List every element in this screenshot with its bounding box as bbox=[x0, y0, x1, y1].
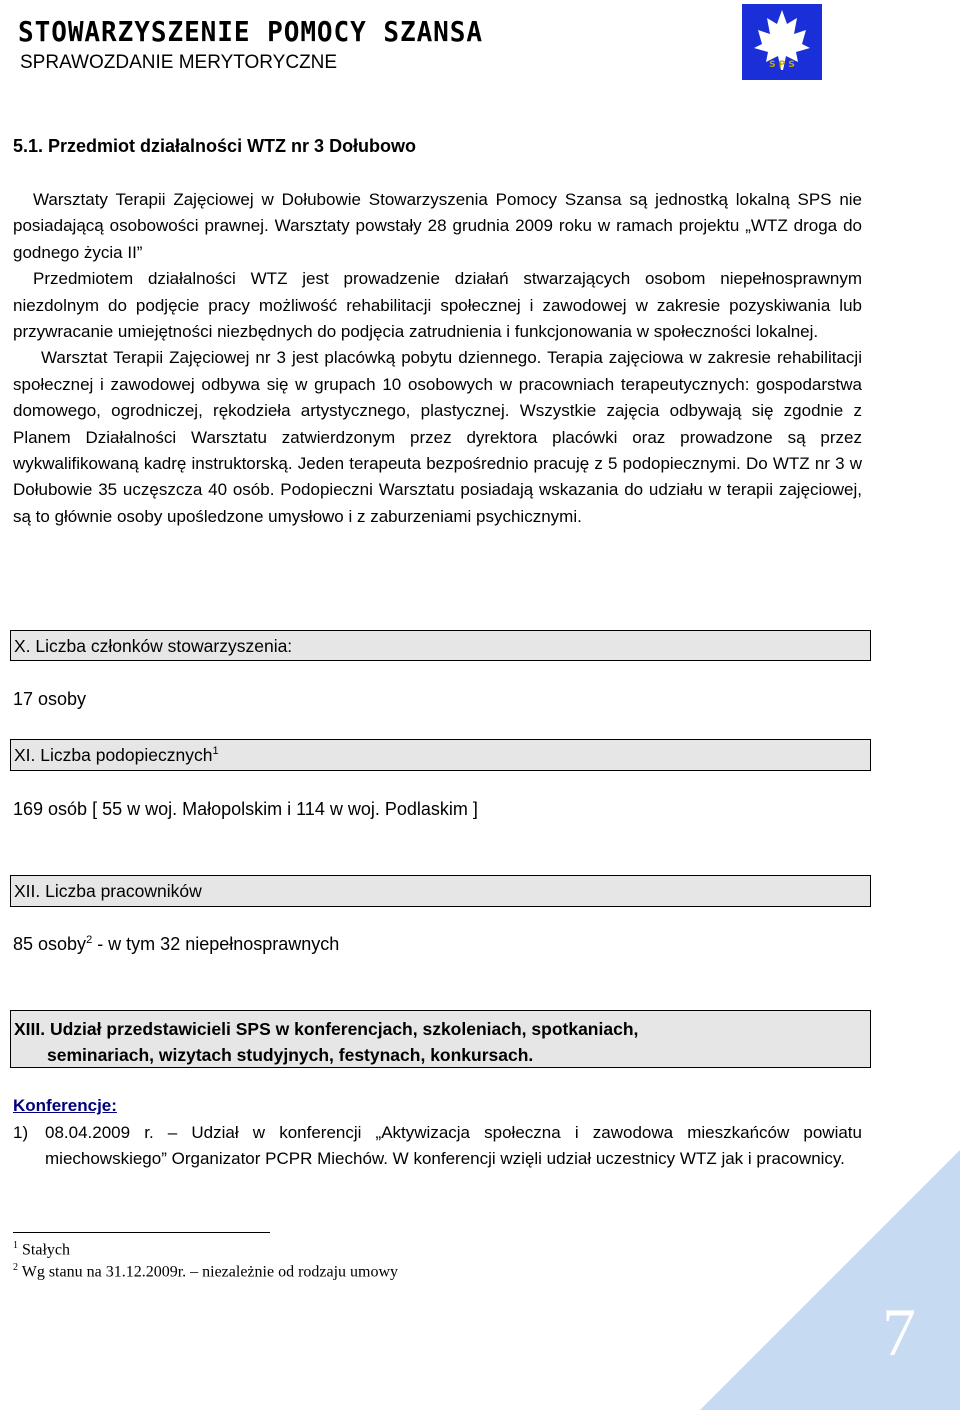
conference-item-text: 08.04.2009 r. – Udział w konferencji „Aktywizacja społeczna i zawodowa mieszkańców powiatu miechowskiego” Organizator PCPR Miechów. W konferencji wzięli udział uczestnicy WTZ jak i pracownicy. bbox=[45, 1123, 862, 1169]
organization-name: STOWARZYSZENIE POMOCY SZANSA bbox=[18, 15, 484, 48]
section-xiii-box bbox=[10, 1010, 871, 1068]
employees-value: 85 osoby bbox=[13, 934, 87, 954]
footnote-text: Stałych bbox=[18, 1241, 70, 1259]
corner-triangle-decoration bbox=[700, 1150, 960, 1410]
section-5-1-body bbox=[13, 187, 862, 530]
conference-item-number: 1) bbox=[13, 1123, 29, 1142]
section-xi-box bbox=[10, 739, 871, 771]
conferences-heading: Konferencje: bbox=[13, 1096, 117, 1115]
footnote-text: Wg stanu na 31.12.2009r. – niezależnie od rodzaju umowy bbox=[18, 1263, 399, 1281]
logo-text: S P S bbox=[769, 60, 795, 70]
footnote-separator bbox=[13, 1232, 270, 1233]
sps-logo bbox=[742, 4, 822, 80]
page-number: 7 bbox=[882, 1294, 916, 1370]
footnote-2 bbox=[13, 1262, 398, 1281]
section-x-box bbox=[10, 630, 871, 661]
footnote-mark: 1 bbox=[13, 1240, 18, 1251]
paragraph-description: Warsztat Terapii Zajęciowej nr 3 jest placówką pobytu dziennego. Terapia zajęciowa w zakresie rehabilitacji społecznej i zawodowej odbywa się w grupach 10 osobowych w pracowniach terapeutycznych: gospodarstwa domowego, ogrodniczej, rękodzieła artystycznego, plastycznej. Wszystkie zajęcia odbywają się zgodnie z Planem Działalności Warsztatu zatwierdzonym przez dyrektora placówki oraz prowadzone są przez wykwalifikowaną kadrę instruktorską. Jeden terapeuta bezpośrednio pracuję z 5 podopiecznymi. Do WTZ nr 3 w Dołubowie 35 uczęszcza 40 osób. Podopieczni Warsztatu posiadają wskazania do udziału w terapii zajęciowej, są to głównie osoby upośledzone umysłowo i z zaburzeniami psychicznymi. bbox=[13, 348, 862, 526]
footnote-ref-2: 2 bbox=[86, 934, 93, 946]
footnote-1 bbox=[13, 1240, 70, 1259]
section-xii-box bbox=[10, 875, 871, 907]
section-xii-heading: XII. Liczba pracowników bbox=[14, 881, 202, 901]
footnote-ref-1: 1 bbox=[212, 745, 219, 758]
footnote-mark: 2 bbox=[13, 1262, 18, 1273]
employees-count bbox=[13, 934, 339, 955]
paragraph-purpose: Przedmiotem działalności WTZ jest prowadzenie działań stwarzających osobom niepełnosprawnym niezdolnym do podjęcie pracy możliwość rehabilitacji społecznej i zawodowej w zakresie pozyskiwania lub przywracanie umiejętności niezbędnych do podjęcia zatrudnienia i funkcjonowania w społeczności lokalnej. bbox=[13, 269, 862, 342]
section-xiii-heading-line1: XIII. Udział przedstawicieli SPS w konferencjach, szkoleniach, spotkaniach, bbox=[14, 1019, 639, 1039]
section-xi-heading: XI. Liczba podopiecznych bbox=[14, 745, 213, 765]
members-count: 17 osoby bbox=[13, 689, 87, 709]
employees-detail: - w tym 32 niepełnosprawnych bbox=[92, 934, 340, 954]
report-subtitle: SPRAWOZDANIE MERYTORYCZNE bbox=[20, 52, 338, 73]
section-xiii-heading-line2: seminariach, wizytach studyjnych, festynach, konkursach. bbox=[47, 1045, 534, 1065]
beneficiaries-count: 169 osób [ 55 w woj. Małopolskim i 114 w woj. Podlaskim ] bbox=[13, 799, 478, 819]
paragraph-intro: Warsztaty Terapii Zajęciowej w Dołubowie Stowarzyszenia Pomocy Szansa są jednostką lokalną SPS nie posiadającą osobowości prawnej. Warsztaty powstały 28 grudnia 2009 roku w ramach projektu „WTZ droga do godnego życia II” bbox=[13, 190, 862, 262]
section-5-1-heading: 5.1. Przedmiot działalności WTZ nr 3 Dołubowo bbox=[13, 136, 417, 156]
section-x-heading: X. Liczba członków stowarzyszenia: bbox=[14, 636, 293, 656]
